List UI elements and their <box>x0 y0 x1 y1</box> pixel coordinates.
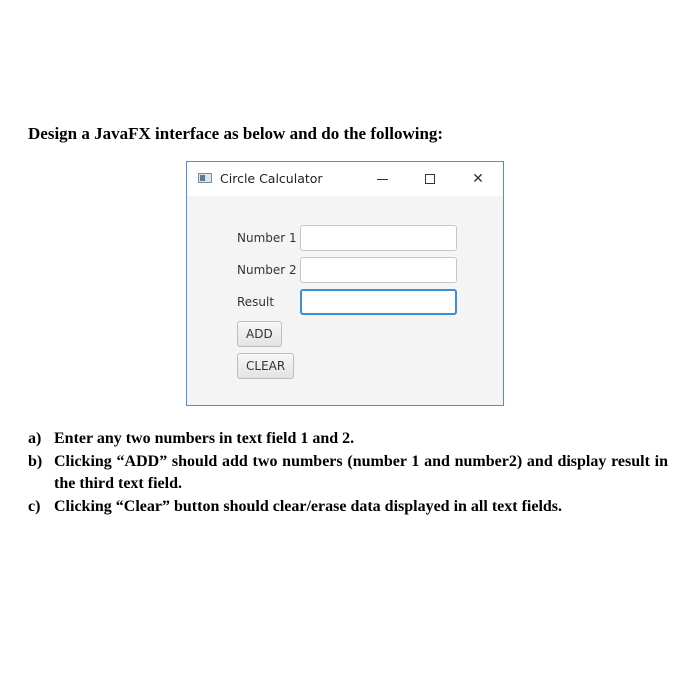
question-item-b <box>28 451 668 496</box>
app-icon <box>198 173 212 183</box>
question-item-a <box>28 428 668 451</box>
circle-calculator-window <box>186 161 504 406</box>
result-label: Result <box>237 295 275 309</box>
number1-label: Number 1 <box>237 231 297 245</box>
question-marker: c) <box>28 497 41 515</box>
close-button[interactable] <box>455 162 501 196</box>
question-list <box>28 428 668 518</box>
question-text: Clicking “ADD” should add two numbers (number 1 and number2) and display result in the third text field. <box>54 452 668 492</box>
minimize-button[interactable] <box>359 162 405 196</box>
question-item-c <box>28 496 668 519</box>
minimize-icon <box>377 179 388 180</box>
window-titlebar[interactable] <box>187 162 503 196</box>
question-text: Clicking “Clear” button should clear/erase data displayed in all text fields. <box>54 497 563 515</box>
maximize-icon <box>425 174 435 184</box>
window-title: Circle Calculator <box>220 171 323 186</box>
maximize-button[interactable] <box>407 162 453 196</box>
number2-label: Number 2 <box>237 263 297 277</box>
question-text: Enter any two numbers in text field 1 and 2. <box>54 430 355 447</box>
page-heading: Design a JavaFX interface as below and do the following: <box>28 124 444 143</box>
clear-button[interactable]: CLEAR <box>237 353 294 379</box>
close-icon: ✕ <box>472 171 484 187</box>
question-marker: a) <box>28 430 42 447</box>
number2-field[interactable] <box>300 257 457 283</box>
question-marker: b) <box>28 452 43 470</box>
window-content <box>187 196 503 405</box>
result-field[interactable] <box>300 289 457 315</box>
add-button[interactable]: ADD <box>237 321 282 347</box>
number1-field[interactable] <box>300 225 457 251</box>
